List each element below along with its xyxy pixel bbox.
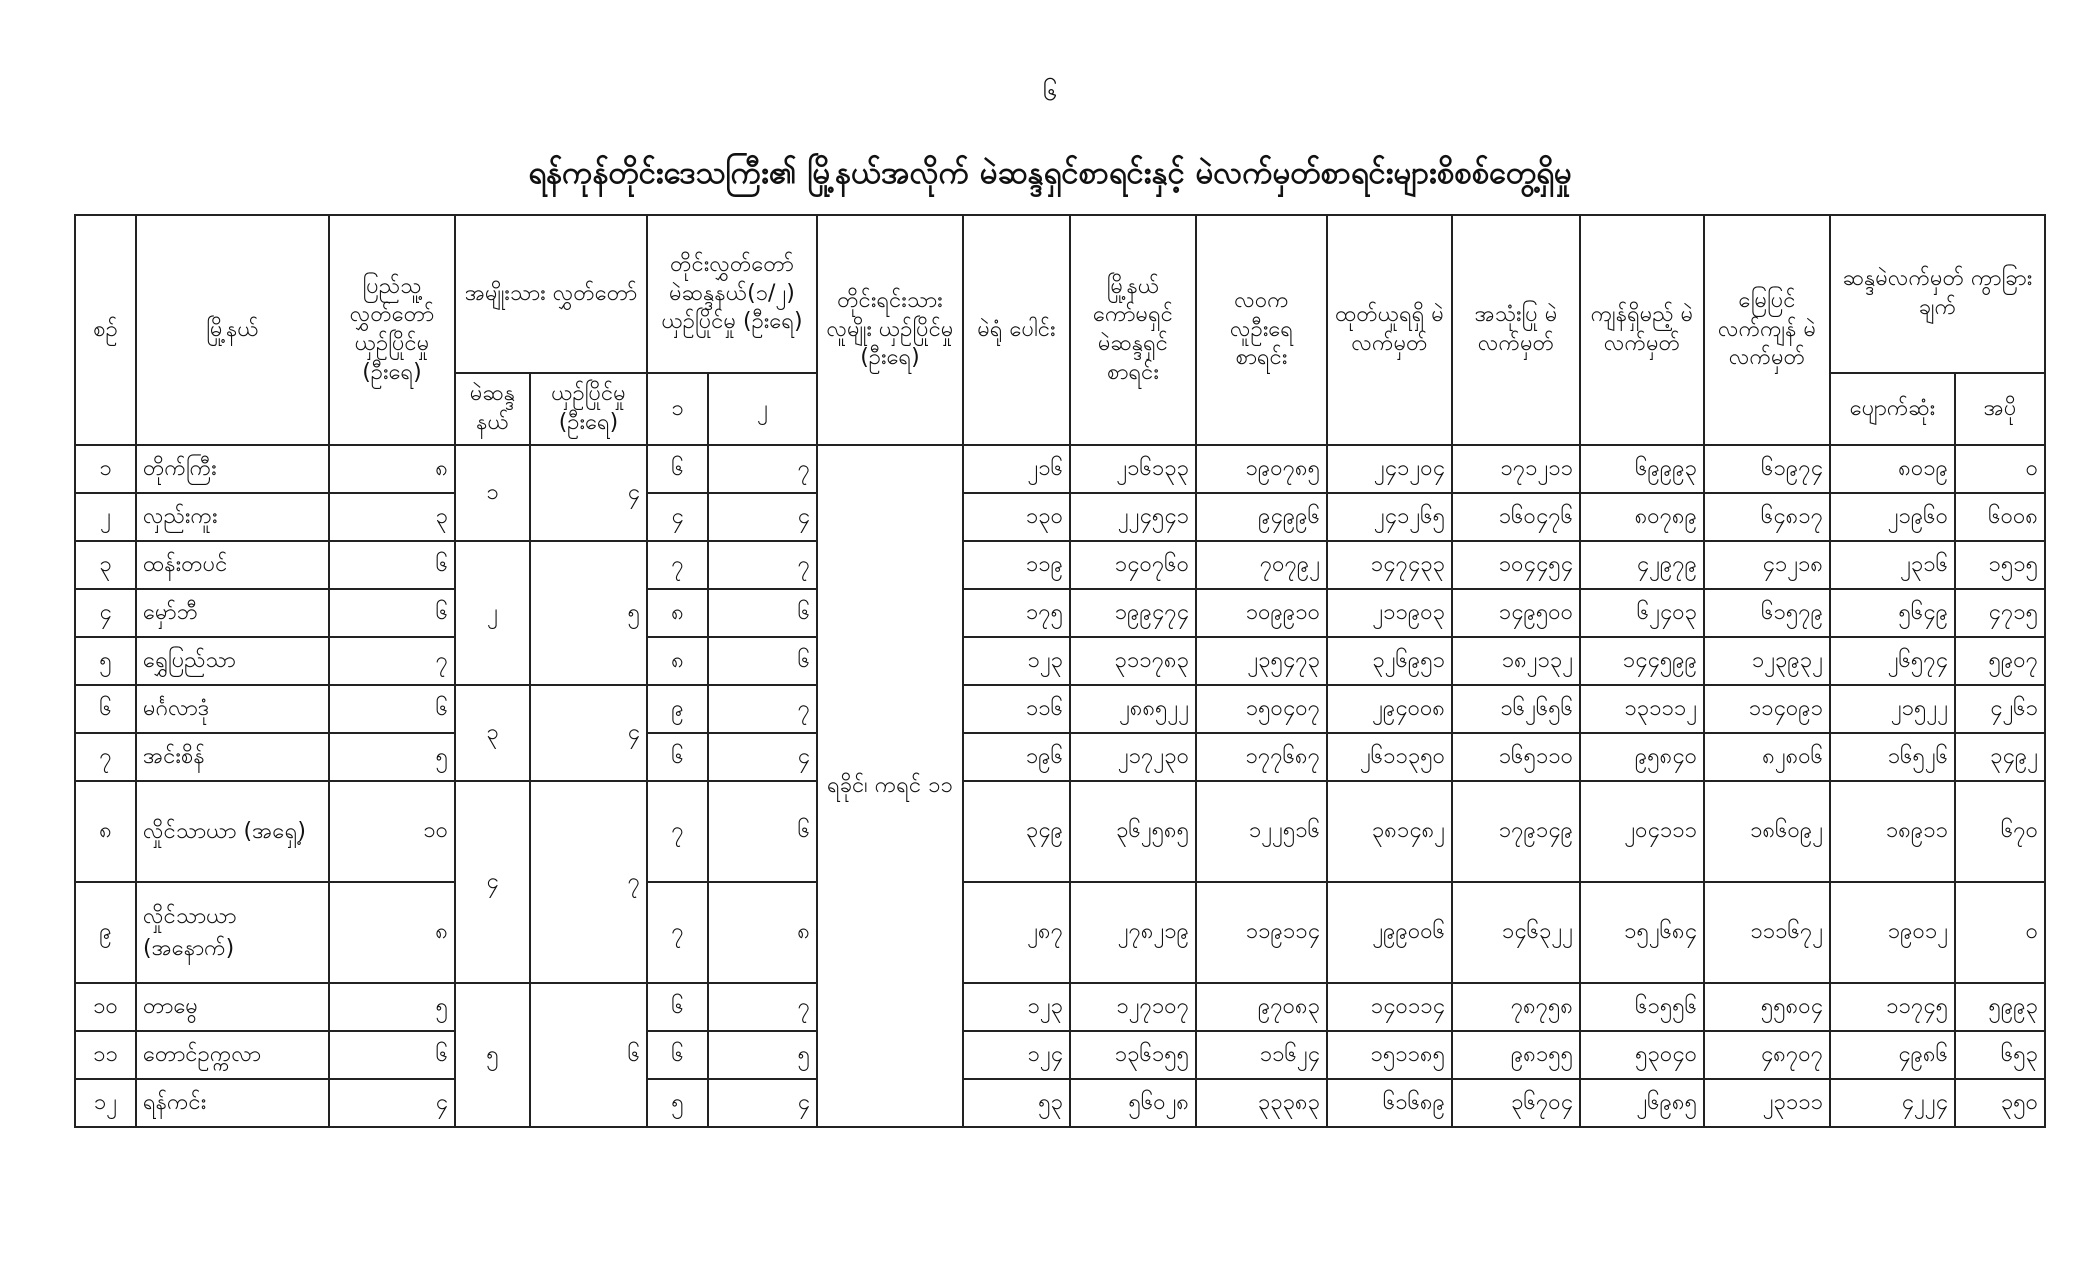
pyithu-cell: ၁၀ [329, 781, 455, 882]
col-header-sr: စဉ် [75, 215, 136, 445]
remaining-cell: ၆၂၄၀၃ [1580, 589, 1704, 637]
sr-cell: ၆ [75, 685, 136, 733]
col-header-voters: မြို့နယ် ကော်မရှင် မဲဆန္ဒရှင် စာရင်း [1070, 215, 1196, 445]
voter-list-table [74, 214, 2046, 1128]
col-header-returned: မြေပြင် လက်ကျန် မဲလက်မှတ် [1704, 215, 1830, 445]
remaining-cell: ၁၅၂၆၈၄ [1580, 882, 1704, 983]
region-1-cell: ၆ [647, 733, 708, 781]
remaining-cell: ၂၆၉၈၅ [1580, 1079, 1704, 1127]
region-1-cell: ၈ [647, 589, 708, 637]
amyotha-cand-cell: ၄ [530, 685, 647, 781]
sr-cell: ၁ [75, 445, 136, 493]
missing-cell: ၄၂၂၄ [1830, 1079, 1955, 1127]
col-header-pyithu: ပြည်သူ့ လွှတ်တော် ယှဉ်ပြိုင်မှု (ဦးရေ) [329, 215, 455, 445]
mohaa-cell: ၁၇၇၆၈၇ [1196, 733, 1327, 781]
table-row [75, 589, 2045, 637]
stations-cell: ၁၂၄ [963, 1031, 1070, 1079]
sr-cell: ၁၀ [75, 983, 136, 1031]
issued-cell: ၃၈၁၄၈၂ [1327, 781, 1452, 882]
excess-cell: ၄၂၆၁ [1955, 685, 2045, 733]
issued-cell: ၂၆၁၁၃၅၀ [1327, 733, 1452, 781]
issued-cell: ၂၉၄၀၀၈ [1327, 685, 1452, 733]
col-header-amyotha-const: မဲဆန္ဒ နယ် [455, 373, 530, 445]
used-cell: ၁၄၉၅၀၀ [1452, 589, 1580, 637]
stations-cell: ၂၁၆ [963, 445, 1070, 493]
pyithu-cell: ၆ [329, 1031, 455, 1079]
pyithu-cell: ၅ [329, 733, 455, 781]
region-2-cell: ၅ [708, 1031, 817, 1079]
remaining-cell: ၄၂၉၇၉ [1580, 541, 1704, 589]
col-header-ethnic: တိုင်းရင်းသား လူမျိုး ယှဉ်ပြိုင်မှု (ဦးရေ) [817, 215, 963, 445]
mohaa-cell: ၁၁၉၁၁၄ [1196, 882, 1327, 983]
region-2-cell: ၇ [708, 983, 817, 1031]
page-title: ရန်ကုန်တိုင်းဒေသကြီး၏ မြို့နယ်အလိုက် မဲဆန္ဒရှင်စာရင်းနှင့် မဲလက်မှတ်စာရင်းများစိစစ်တွေ့ရှိမှု [528, 155, 1572, 191]
remaining-cell: ၁၄၄၅၉၉ [1580, 637, 1704, 685]
stations-cell: ၁၉၆ [963, 733, 1070, 781]
sr-cell: ၈ [75, 781, 136, 882]
region-1-cell: ၉ [647, 685, 708, 733]
issued-cell: ၁၅၁၁၈၅ [1327, 1031, 1452, 1079]
township-cell: တိုက်ကြီး [136, 445, 329, 493]
voters-cell: ၂၁၆၁၃၃ [1070, 445, 1196, 493]
region-2-cell: ၄ [708, 1079, 817, 1127]
table-row [75, 733, 2045, 781]
issued-cell: ၂၄၁၂၀၄ [1327, 445, 1452, 493]
used-cell: ၃၆၇၀၄ [1452, 1079, 1580, 1127]
region-2-cell: ၇ [708, 685, 817, 733]
col-header-used: အသုံးပြု မဲလက်မှတ် [1452, 215, 1580, 445]
stations-cell: ၃၄၉ [963, 781, 1070, 882]
missing-cell: ၁၉၀၁၂ [1830, 882, 1955, 983]
used-cell: ၁၇၉၁၄၉ [1452, 781, 1580, 882]
region-1-cell: ၇ [647, 882, 708, 983]
township-cell: မင်္ဂလာဒုံ [136, 685, 329, 733]
returned-cell: ၄၈၇၀၇ [1704, 1031, 1830, 1079]
township-cell: ထန်းတပင် [136, 541, 329, 589]
sr-cell: ၄ [75, 589, 136, 637]
table-row [75, 983, 2045, 1031]
township-cell: မှော်ဘီ [136, 589, 329, 637]
excess-cell: ၅၉၀၇ [1955, 637, 2045, 685]
col-header-diff-excess: အပို [1955, 373, 2045, 445]
region-2-cell: ၆ [708, 781, 817, 882]
region-1-cell: ၅ [647, 1079, 708, 1127]
mohaa-cell: ၁၁၆၂၄ [1196, 1031, 1327, 1079]
sr-cell: ၂ [75, 493, 136, 541]
used-cell: ၁၆၅၁၁၀ [1452, 733, 1580, 781]
region-1-cell: ၇ [647, 541, 708, 589]
region-2-cell: ၆ [708, 589, 817, 637]
missing-cell: ၂၁၅၂၂ [1830, 685, 1955, 733]
issued-cell: ၂၉၉၀၀၆ [1327, 882, 1452, 983]
voters-cell: ၂၈၈၅၂၂ [1070, 685, 1196, 733]
excess-cell: ၃၅၀ [1955, 1079, 2045, 1127]
col-header-township: မြို့နယ် [136, 215, 329, 445]
region-1-cell: ၆ [647, 983, 708, 1031]
region-2-cell: ၈ [708, 882, 817, 983]
returned-cell: ၂၃၁၁၁ [1704, 1079, 1830, 1127]
remaining-cell: ၈၀၇၈၉ [1580, 493, 1704, 541]
amyotha-const-cell: ၂ [455, 541, 530, 685]
returned-cell: ၄၁၂၁၈ [1704, 541, 1830, 589]
amyotha-cand-cell: ၇ [530, 781, 647, 983]
stations-cell: ၅၃ [963, 1079, 1070, 1127]
returned-cell: ၆၁၅၇၉ [1704, 589, 1830, 637]
stations-cell: ၁၇၅ [963, 589, 1070, 637]
voters-cell: ၂၂၄၅၄၁ [1070, 493, 1196, 541]
returned-cell: ၁၁၁၆၇၂ [1704, 882, 1830, 983]
pyithu-cell: ၆ [329, 541, 455, 589]
table-row [75, 445, 2045, 493]
remaining-cell: ၅၃၀၄၀ [1580, 1031, 1704, 1079]
amyotha-cand-cell: ၆ [530, 983, 647, 1127]
used-cell: ၁၆၂၆၅၆ [1452, 685, 1580, 733]
amyotha-const-cell: ၁ [455, 445, 530, 541]
sr-cell: ၁၁ [75, 1031, 136, 1079]
remaining-cell: ၆၁၅၅၆ [1580, 983, 1704, 1031]
sr-cell: ၇ [75, 733, 136, 781]
issued-cell: ၂၁၁၉၀၃ [1327, 589, 1452, 637]
col-header-stations: မဲရုံ ပေါင်း [963, 215, 1070, 445]
pyithu-cell: ၆ [329, 589, 455, 637]
excess-cell: ၆၅၃ [1955, 1031, 2045, 1079]
voters-cell: ၂၇၈၂၁၉ [1070, 882, 1196, 983]
region-1-cell: ၇ [647, 781, 708, 882]
returned-cell: ၁၁၄၀၉၁ [1704, 685, 1830, 733]
used-cell: ၁၇၁၂၁၁ [1452, 445, 1580, 493]
mohaa-cell: ၉၇၀၈၃ [1196, 983, 1327, 1031]
table-row [75, 685, 2045, 733]
region-1-cell: ၆ [647, 445, 708, 493]
used-cell: ၁၀၄၄၅၄ [1452, 541, 1580, 589]
region-2-cell: ၇ [708, 445, 817, 493]
stations-cell: ၁၂၃ [963, 983, 1070, 1031]
voters-cell: ၂၁၇၂၃၀ [1070, 733, 1196, 781]
region-2-cell: ၇ [708, 541, 817, 589]
mohaa-cell: ၁၂၂၅၁၆ [1196, 781, 1327, 882]
township-cell: တောင်ဥက္ကလာ [136, 1031, 329, 1079]
missing-cell: ၁၈၉၁၁ [1830, 781, 1955, 882]
ethnic-cell: ရခိုင်၊ ကရင် ၁၁ [817, 445, 963, 1127]
region-2-cell: ၄ [708, 493, 817, 541]
excess-cell: ၃၄၉၂ [1955, 733, 2045, 781]
excess-cell: ၆၀၀၈ [1955, 493, 2045, 541]
col-header-region-2: ၂ [708, 373, 817, 445]
used-cell: ၁၈၂၁၃၂ [1452, 637, 1580, 685]
sr-cell: ၁၂ [75, 1079, 136, 1127]
region-2-cell: ၄ [708, 733, 817, 781]
table-row [75, 493, 2045, 541]
mohaa-cell: ၁၉၀၇၈၅ [1196, 445, 1327, 493]
missing-cell: ၈၀၁၉ [1830, 445, 1955, 493]
region-1-cell: ၄ [647, 493, 708, 541]
used-cell: ၇၈၇၅၈ [1452, 983, 1580, 1031]
returned-cell: ၆၄၈၁၇ [1704, 493, 1830, 541]
voters-cell: ၁၂၇၁၀၇ [1070, 983, 1196, 1031]
remaining-cell: ၁၃၁၁၁၂ [1580, 685, 1704, 733]
amyotha-const-cell: ၄ [455, 781, 530, 983]
page-number: ၆ [1042, 77, 1058, 107]
col-header-amyotha-cand: ယှဉ်ပြိုင်မှု (ဦးရေ) [530, 373, 647, 445]
returned-cell: ၅၅၈၀၄ [1704, 983, 1830, 1031]
used-cell: ၉၈၁၅၅ [1452, 1031, 1580, 1079]
stations-cell: ၁၃၀ [963, 493, 1070, 541]
used-cell: ၁၆၀၄၇၆ [1452, 493, 1580, 541]
missing-cell: ၂၆၅၇၄ [1830, 637, 1955, 685]
township-cell: တာမွေ [136, 983, 329, 1031]
township-cell: လှည်းကူး [136, 493, 329, 541]
used-cell: ၁၄၆၃၂၂ [1452, 882, 1580, 983]
sr-cell: ၃ [75, 541, 136, 589]
remaining-cell: ၉၅၈၄၀ [1580, 733, 1704, 781]
returned-cell: ၁၂၃၉၃၂ [1704, 637, 1830, 685]
missing-cell: ၁၆၅၂၆ [1830, 733, 1955, 781]
remaining-cell: ၂၀၄၁၁၁ [1580, 781, 1704, 882]
pyithu-cell: ၅ [329, 983, 455, 1031]
table-row [75, 637, 2045, 685]
amyotha-const-cell: ၃ [455, 685, 530, 781]
table-body [75, 445, 2045, 1127]
returned-cell: ၁၈၆၀၉၂ [1704, 781, 1830, 882]
pyithu-cell: ၃ [329, 493, 455, 541]
mohaa-cell: ၇၀၇၉၂ [1196, 541, 1327, 589]
table-row [75, 1031, 2045, 1079]
voters-cell: ၃၁၁၇၈၃ [1070, 637, 1196, 685]
issued-cell: ၆၁၆၈၉ [1327, 1079, 1452, 1127]
voters-cell: ၁၉၉၄၇၄ [1070, 589, 1196, 637]
sr-cell: ၉ [75, 882, 136, 983]
voters-cell: ၅၆၀၂၈ [1070, 1079, 1196, 1127]
amyotha-cand-cell: ၄ [530, 445, 647, 541]
issued-cell: ၂၄၁၂၆၅ [1327, 493, 1452, 541]
excess-cell: ၁၅၁၅ [1955, 541, 2045, 589]
table-row [75, 541, 2045, 589]
region-2-cell: ၆ [708, 637, 817, 685]
mohaa-cell: ၉၄၉၉၆ [1196, 493, 1327, 541]
amyotha-cand-cell: ၅ [530, 541, 647, 685]
voters-cell: ၃၆၂၅၈၅ [1070, 781, 1196, 882]
table-row [75, 1079, 2045, 1127]
col-header-region: တိုင်းလွှတ်တော် မဲဆန္ဒနယ်(၁/၂) ယှဉ်ပြိုင်မှု (ဦးရေ) [647, 215, 817, 373]
remaining-cell: ၆၉၉၉၃ [1580, 445, 1704, 493]
township-cell: အင်းစိန် [136, 733, 329, 781]
excess-cell: ၄၇၁၅ [1955, 589, 2045, 637]
returned-cell: ၈၂၈၀၆ [1704, 733, 1830, 781]
col-header-diff-missing: ပျောက်ဆုံး [1830, 373, 1955, 445]
pyithu-cell: ၈ [329, 882, 455, 983]
excess-cell: ၀ [1955, 445, 2045, 493]
col-header-mohaa: လဝက လူဦးရေ စာရင်း [1196, 215, 1327, 445]
stations-cell: ၁၂၃ [963, 637, 1070, 685]
missing-cell: ၂၃၁၆ [1830, 541, 1955, 589]
table-row [75, 781, 2045, 882]
stations-cell: ၂၈၇ [963, 882, 1070, 983]
excess-cell: ၅၉၉၃ [1955, 983, 2045, 1031]
mohaa-cell: ၁၀၉၉၁၀ [1196, 589, 1327, 637]
col-header-amyotha: အမျိုးသား လွှတ်တော် [455, 215, 647, 373]
mohaa-cell: ၂၃၅၄၇၃ [1196, 637, 1327, 685]
col-header-region-1: ၁ [647, 373, 708, 445]
stations-cell: ၁၁၆ [963, 685, 1070, 733]
pyithu-cell: ၆ [329, 685, 455, 733]
missing-cell: ၅၆၄၉ [1830, 589, 1955, 637]
missing-cell: ၄၉၈၆ [1830, 1031, 1955, 1079]
mohaa-cell: ၃၃၃၈၃ [1196, 1079, 1327, 1127]
voters-cell: ၁၃၆၁၅၅ [1070, 1031, 1196, 1079]
township-cell: လှိုင်သာယာ (အရှေ့) [136, 781, 329, 882]
missing-cell: ၁၁၇၄၅ [1830, 983, 1955, 1031]
region-1-cell: ၈ [647, 637, 708, 685]
pyithu-cell: ၇ [329, 637, 455, 685]
pyithu-cell: ၄ [329, 1079, 455, 1127]
pyithu-cell: ၈ [329, 445, 455, 493]
excess-cell: ၆၇၀ [1955, 781, 2045, 882]
township-cell: ရွှေပြည်သာ [136, 637, 329, 685]
township-cell: ရန်ကင်း [136, 1079, 329, 1127]
issued-cell: ၃၂၆၉၅၁ [1327, 637, 1452, 685]
col-header-diff: ဆန္ဒမဲလက်မှတ် ကွာခြားချက် [1830, 215, 2045, 373]
issued-cell: ၁၄၇၄၃၃ [1327, 541, 1452, 589]
sr-cell: ၅ [75, 637, 136, 685]
mohaa-cell: ၁၅၀၄၀၇ [1196, 685, 1327, 733]
amyotha-const-cell: ၅ [455, 983, 530, 1127]
voters-cell: ၁၄၀၇၆၀ [1070, 541, 1196, 589]
col-header-remaining: ကျန်ရှိမည့် မဲလက်မှတ် [1580, 215, 1704, 445]
stations-cell: ၁၁၉ [963, 541, 1070, 589]
col-header-issued: ထုတ်ယူရရှိ မဲလက်မှတ် [1327, 215, 1452, 445]
missing-cell: ၂၁၉၆၀ [1830, 493, 1955, 541]
returned-cell: ၆၁၉၇၄ [1704, 445, 1830, 493]
issued-cell: ၁၄၀၁၁၄ [1327, 983, 1452, 1031]
township-cell: လှိုင်သာယာ (အနောက်) [136, 882, 329, 983]
region-1-cell: ၆ [647, 1031, 708, 1079]
table-row [75, 882, 2045, 983]
excess-cell: ၀ [1955, 882, 2045, 983]
